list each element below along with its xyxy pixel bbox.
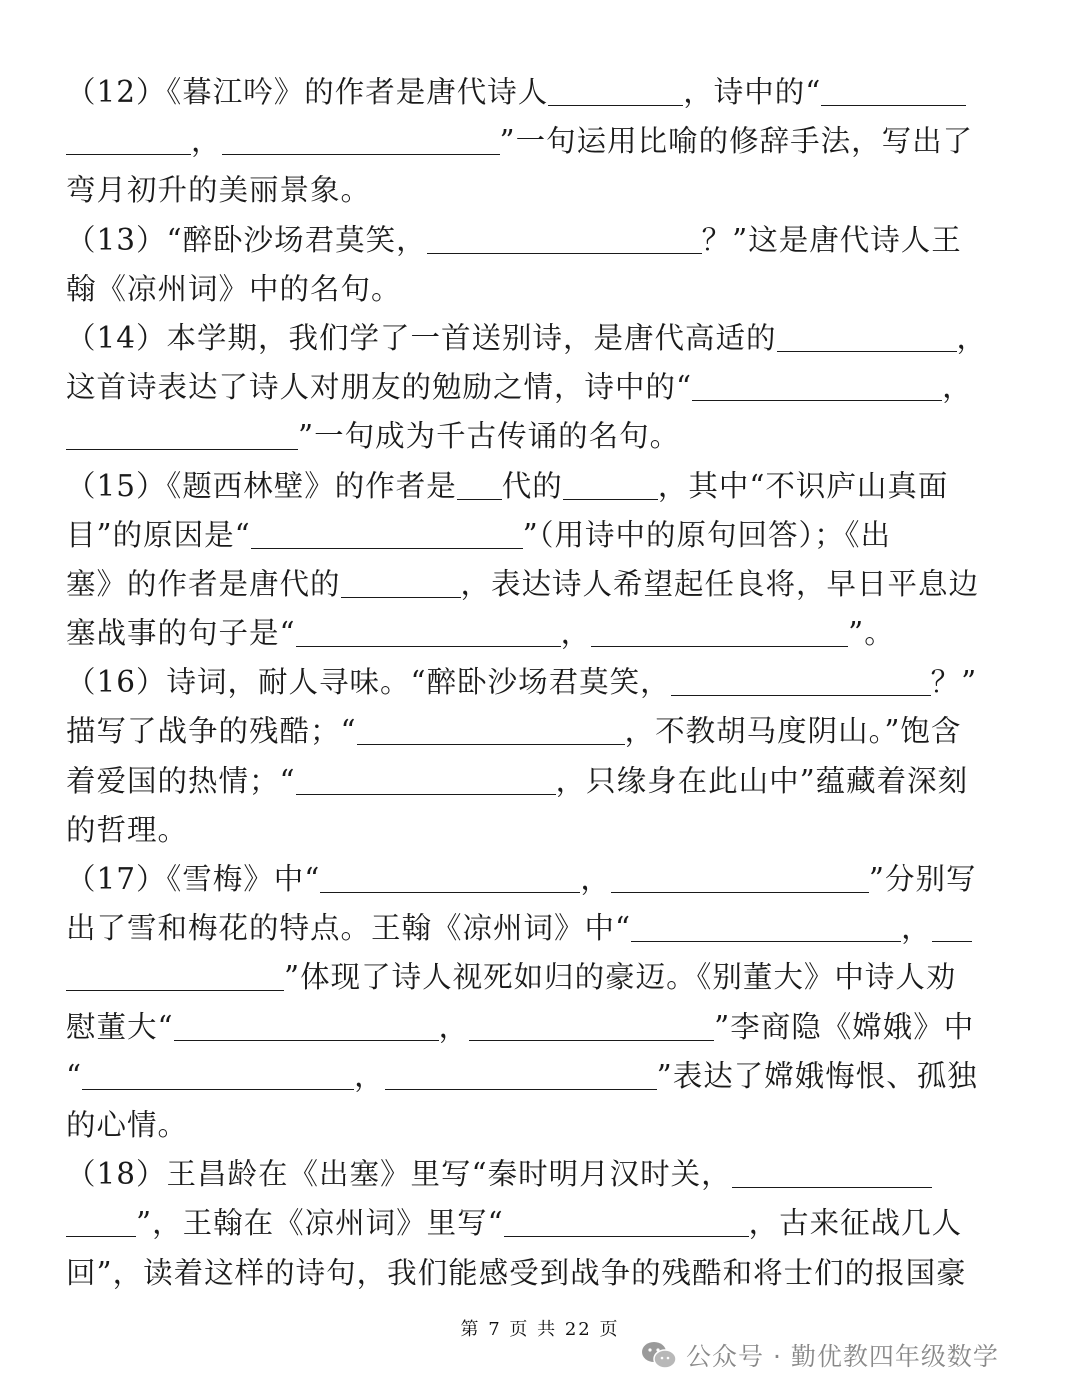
line-text: 慰董大“ — [66, 1009, 174, 1044]
answer-blank[interactable] — [631, 909, 901, 942]
text-line — [66, 1003, 1016, 1052]
line-text: 的哲理。 — [66, 812, 189, 847]
text-line — [66, 953, 1016, 1002]
answer-blank[interactable] — [777, 319, 957, 352]
line-text: ，其中“不识庐山真面 — [657, 468, 949, 503]
answer-blank[interactable] — [821, 73, 966, 106]
text-line — [66, 855, 1016, 904]
line-text: （18）王昌龄在《出塞》里写“秦时明月汉时关， — [66, 1157, 732, 1192]
answer-blank[interactable] — [563, 467, 658, 500]
text-line — [66, 314, 1016, 363]
line-text: ”。 — [848, 616, 895, 651]
line-text: ， — [191, 124, 222, 159]
text-line — [66, 1150, 1016, 1199]
answer-blank[interactable] — [385, 1057, 657, 1090]
line-text: ，表达诗人希望起任良将，早日平息边 — [460, 566, 980, 601]
line-text: （12）《暮江吟》的作者是唐代诗人 — [66, 75, 549, 109]
answer-blank[interactable] — [66, 122, 191, 155]
answer-blank[interactable] — [692, 368, 942, 401]
line-text: 弯月初升的美丽景象。 — [66, 173, 372, 208]
line-text: 代的 — [501, 468, 563, 503]
text-line — [66, 265, 1016, 314]
wechat-icon — [640, 1339, 678, 1371]
answer-blank[interactable] — [548, 73, 683, 106]
line-text: ”（用诗中的原句回答）；《出 — [522, 517, 892, 552]
line-text: 着爱国的热情；“ — [66, 763, 296, 798]
line-text: （13）“醉卧沙场君莫笑， — [66, 222, 427, 257]
line-text: ？”这是唐代诗人王 — [701, 222, 962, 257]
page-footer: 第 7 页 共 22 页 — [460, 1319, 620, 1340]
text-line — [66, 511, 1016, 560]
text-line — [66, 757, 1016, 806]
text-line — [66, 216, 1016, 265]
answer-blank[interactable] — [66, 417, 298, 450]
text-line — [66, 560, 1016, 609]
line-text: ”分别写 — [868, 862, 977, 896]
text-line — [66, 1199, 1016, 1248]
line-text: （16）诗词，耐人寻味。“醉卧沙场君莫笑， — [66, 665, 671, 700]
text-line — [66, 904, 1016, 953]
answer-blank[interactable] — [251, 516, 523, 549]
answer-blank[interactable] — [732, 1155, 932, 1188]
text-line — [66, 658, 1016, 707]
answer-blank[interactable] — [671, 663, 931, 696]
answer-blank[interactable] — [457, 467, 502, 500]
text-line — [66, 68, 1016, 117]
line-text: ，只缘身在此山中”蕴藏着深刻 — [555, 763, 969, 798]
line-text: ”一句运用比喻的修辞手法，写出了 — [499, 124, 974, 159]
answer-blank[interactable] — [504, 1204, 749, 1237]
line-text: ”李商隐《嫦娥》中 — [714, 1009, 975, 1044]
text-line — [66, 707, 1016, 756]
line-text: ， — [354, 1058, 385, 1093]
line-text: （14）本学期，我们学了一首送别诗，是唐代高适的 — [66, 320, 777, 355]
line-text: ， — [580, 862, 611, 896]
answer-blank[interactable] — [611, 860, 869, 893]
line-text: ， — [942, 370, 973, 405]
line-text: 这首诗表达了诗人对朋友的勉励之情，诗中的“ — [66, 370, 693, 405]
text-line — [66, 1249, 1016, 1298]
line-text: ”，王翰在《凉州词》里写“ — [136, 1206, 504, 1241]
answer-blank[interactable] — [222, 122, 500, 155]
text-line — [66, 462, 1016, 511]
line-text: ， — [438, 1009, 470, 1044]
answer-blank[interactable] — [591, 614, 848, 647]
line-text: 描写了战争的残酷；“ — [66, 714, 357, 749]
watermark — [640, 1335, 999, 1375]
answer-blank[interactable] — [82, 1057, 354, 1090]
line-text: ，诗中的“ — [683, 75, 822, 109]
answer-blank[interactable] — [469, 1008, 714, 1041]
line-text: ”体现了诗人视死如归的豪迈。《别董大》中诗人劝 — [284, 960, 957, 995]
line-text: ，不教胡马度阴山。”饱含 — [624, 714, 962, 749]
line-text: 塞战事的句子是“ — [66, 616, 296, 651]
line-text: 目”的原因是“ — [66, 517, 251, 552]
answer-blank[interactable] — [427, 221, 702, 254]
answer-blank[interactable] — [66, 958, 284, 991]
line-text: 回”，读着这样的诗句，我们能感受到战争的残酷和将士们的报国豪 — [66, 1255, 967, 1290]
line-text: ，古来征战几人 — [748, 1206, 963, 1241]
line-text: （17）《雪梅》中“ — [66, 862, 321, 896]
answer-blank[interactable] — [296, 762, 556, 795]
line-text: 出了雪和梅花的特点。王翰《凉州词》中“ — [66, 911, 632, 946]
answer-blank[interactable] — [341, 565, 461, 598]
answer-blank[interactable] — [66, 1204, 136, 1237]
answer-blank[interactable] — [320, 860, 580, 893]
watermark-text: 公众号 · 勤优教四年级数学 — [686, 1342, 999, 1371]
text-line — [66, 1052, 1016, 1101]
text-line — [66, 166, 1016, 215]
line-text: ”表达了嫦娥悔恨、孤独 — [656, 1058, 978, 1093]
answer-blank[interactable] — [174, 1008, 439, 1041]
line-text: ？” — [930, 665, 978, 700]
text-line — [66, 363, 1016, 412]
text-line — [66, 609, 1016, 658]
text-line — [66, 806, 1016, 855]
line-text: （15）《题西林壁》的作者是 — [66, 468, 457, 503]
text-line — [66, 412, 1016, 461]
line-text: ”一句成为千古传诵的名句。 — [298, 419, 681, 454]
line-text: ， — [901, 911, 932, 946]
line-text: 塞》的作者是唐代的 — [66, 566, 341, 601]
text-line — [66, 117, 1016, 166]
answer-blank[interactable] — [296, 614, 561, 647]
answer-blank[interactable] — [932, 909, 972, 942]
answer-blank[interactable] — [357, 712, 625, 745]
line-text: “ — [66, 1058, 83, 1093]
line-text: ， — [956, 320, 988, 355]
worksheet-body — [66, 68, 1016, 1298]
line-text: ， — [560, 616, 592, 651]
line-text: 的心情。 — [66, 1107, 189, 1142]
text-line — [66, 1101, 1016, 1150]
line-text: 翰《凉州词》中的名句。 — [66, 271, 402, 306]
